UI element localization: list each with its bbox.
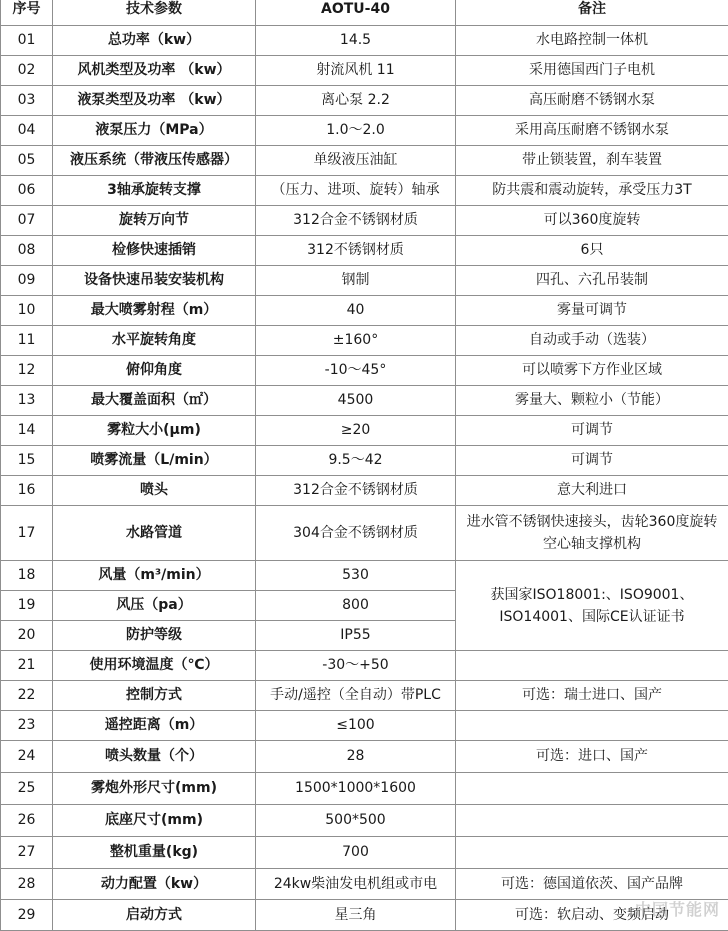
param-value: 离心泵 2.2 xyxy=(256,86,456,116)
param-name: 设备快速吊装安装机构 xyxy=(53,266,256,296)
remark-text: 可以喷雾下方作业区域 xyxy=(456,356,728,386)
row-number: 06 xyxy=(1,176,53,206)
row-number: 27 xyxy=(1,837,53,869)
param-value: 射流风机 11 xyxy=(256,56,456,86)
table-row xyxy=(1,681,728,711)
table-row xyxy=(1,206,728,236)
param-name: 水平旋转角度 xyxy=(53,326,256,356)
header-model: AOTU-40 xyxy=(256,0,456,26)
param-name: 喷头 xyxy=(53,476,256,506)
param-value: 单级液压油缸 xyxy=(256,146,456,176)
row-number: 24 xyxy=(1,741,53,773)
param-name: 俯仰角度 xyxy=(53,356,256,386)
row-number: 22 xyxy=(1,681,53,711)
remark-text: 雾量可调节 xyxy=(456,296,728,326)
table-row xyxy=(1,296,728,326)
param-name: 雾粒大小(μm) xyxy=(53,416,256,446)
param-value: 312合金不锈钢材质 xyxy=(256,206,456,236)
param-value: 4500 xyxy=(256,386,456,416)
param-name: 使用环境温度（℃） xyxy=(53,651,256,681)
param-value: 530 xyxy=(256,561,456,591)
remark-text: 可选：瑞士进口、国产 xyxy=(456,681,728,711)
table-row xyxy=(1,476,728,506)
remark-text: 四孔、六孔吊装制 xyxy=(456,266,728,296)
remark-empty xyxy=(456,773,728,805)
row-number: 23 xyxy=(1,711,53,741)
param-name: 3轴承旋转支撑 xyxy=(53,176,256,206)
param-name: 控制方式 xyxy=(53,681,256,711)
param-value: 700 xyxy=(256,837,456,869)
row-number: 11 xyxy=(1,326,53,356)
param-value: 1.0～2.0 xyxy=(256,116,456,146)
param-name: 动力配置（kw） xyxy=(53,869,256,900)
remark-text: 可选：软启动、变频启动 xyxy=(456,900,728,931)
param-value: 800 xyxy=(256,591,456,621)
param-name: 液泵类型及功率 （kw） xyxy=(53,86,256,116)
param-name: 喷头数量（个） xyxy=(53,741,256,773)
watermark-logo: 中国节能网 xyxy=(635,897,720,920)
remark-text: 高压耐磨不锈钢水泵 xyxy=(456,86,728,116)
table-row xyxy=(1,266,728,296)
table-row xyxy=(1,326,728,356)
param-name: 液泵压力（MPa） xyxy=(53,116,256,146)
remark-empty xyxy=(456,711,728,741)
remark-text: 可选：进口、国产 xyxy=(456,741,728,773)
row-number: 19 xyxy=(1,591,53,621)
param-name: 雾炮外形尺寸(mm) xyxy=(53,773,256,805)
param-name: 遥控距离（m） xyxy=(53,711,256,741)
param-name: 风压（pa） xyxy=(53,591,256,621)
remark-text: 雾量大、颗粒小（节能） xyxy=(456,386,728,416)
header-no: 序号 xyxy=(1,0,53,26)
table-row xyxy=(1,116,728,146)
table-row xyxy=(1,386,728,416)
table-row xyxy=(1,506,728,561)
param-name: 总功率（kw） xyxy=(53,26,256,56)
param-value: （压力、进项、旋转）轴承 xyxy=(256,176,456,206)
row-number: 02 xyxy=(1,56,53,86)
row-number: 03 xyxy=(1,86,53,116)
table-row xyxy=(1,900,728,931)
param-value: 312不锈钢材质 xyxy=(256,236,456,266)
table-row xyxy=(1,146,728,176)
table-row xyxy=(1,416,728,446)
param-value: ±160° xyxy=(256,326,456,356)
param-name: 防护等级 xyxy=(53,621,256,651)
merged-remark-cell: 获国家ISO18001:、ISO9001、ISO14001、国际CE认证证书 xyxy=(456,561,728,651)
param-name: 风量（m³/min） xyxy=(53,561,256,591)
row-number: 08 xyxy=(1,236,53,266)
table-row xyxy=(1,741,728,773)
param-value: -30～+50 xyxy=(256,651,456,681)
remark-text: 水电路控制一体机 xyxy=(456,26,728,56)
row-number: 28 xyxy=(1,869,53,900)
param-value: 1500*1000*1600 xyxy=(256,773,456,805)
param-value: ≥20 xyxy=(256,416,456,446)
spec-table-body xyxy=(1,26,728,931)
param-value: 40 xyxy=(256,296,456,326)
param-value: 500*500 xyxy=(256,805,456,837)
table-row xyxy=(1,236,728,266)
param-name: 喷雾流量（L/min） xyxy=(53,446,256,476)
table-row xyxy=(1,26,728,56)
param-value: 14.5 xyxy=(256,26,456,56)
table-row xyxy=(1,56,728,86)
row-number: 26 xyxy=(1,805,53,837)
param-name: 检修快速插销 xyxy=(53,236,256,266)
row-number: 12 xyxy=(1,356,53,386)
remark-empty xyxy=(456,837,728,869)
table-row xyxy=(1,711,728,741)
table-row xyxy=(1,561,728,591)
row-number: 13 xyxy=(1,386,53,416)
param-value: 312合金不锈钢材质 xyxy=(256,476,456,506)
row-number: 21 xyxy=(1,651,53,681)
param-value: 钢制 xyxy=(256,266,456,296)
row-number: 07 xyxy=(1,206,53,236)
remark-empty xyxy=(456,805,728,837)
param-value: 304合金不锈钢材质 xyxy=(256,506,456,561)
row-number: 29 xyxy=(1,900,53,931)
param-value: 9.5～42 xyxy=(256,446,456,476)
row-number: 18 xyxy=(1,561,53,591)
remark-text: 防共震和震动旋转，承受压力3T xyxy=(456,176,728,206)
table-row xyxy=(1,446,728,476)
table-row xyxy=(1,773,728,805)
row-number: 01 xyxy=(1,26,53,56)
header-param: 技术参数 xyxy=(53,0,256,26)
row-number: 14 xyxy=(1,416,53,446)
param-name: 启动方式 xyxy=(53,900,256,931)
remark-text: 可调节 xyxy=(456,446,728,476)
row-number: 15 xyxy=(1,446,53,476)
param-name: 整机重量(kg) xyxy=(53,837,256,869)
row-number: 20 xyxy=(1,621,53,651)
param-value: 28 xyxy=(256,741,456,773)
row-number: 09 xyxy=(1,266,53,296)
remark-text: 意大利进口 xyxy=(456,476,728,506)
param-name: 液压系统（带液压传感器） xyxy=(53,146,256,176)
remark-text: 可以360度旋转 xyxy=(456,206,728,236)
remark-text: 6只 xyxy=(456,236,728,266)
row-number: 16 xyxy=(1,476,53,506)
table-row xyxy=(1,651,728,681)
param-value: -10～45° xyxy=(256,356,456,386)
row-number: 17 xyxy=(1,506,53,561)
remark-text: 采用德国西门子电机 xyxy=(456,56,728,86)
remark-text: 采用高压耐磨不锈钢水泵 xyxy=(456,116,728,146)
header-remark: 备注 xyxy=(456,0,728,26)
param-name: 水路管道 xyxy=(53,506,256,561)
param-value: 24kw柴油发电机组或市电 xyxy=(256,869,456,900)
param-value: 手动/遥控（全自动）带PLC xyxy=(256,681,456,711)
table-row xyxy=(1,176,728,206)
remark-text: 自动或手动（选装） xyxy=(456,326,728,356)
table-row xyxy=(1,86,728,116)
param-name: 最大覆盖面积（㎡） xyxy=(53,386,256,416)
remark-empty xyxy=(456,651,728,681)
param-name: 底座尺寸(mm) xyxy=(53,805,256,837)
remark-text: 可调节 xyxy=(456,416,728,446)
remark-text: 可选：德国道依茨、国产品牌 xyxy=(456,869,728,900)
param-value: IP55 xyxy=(256,621,456,651)
row-number: 10 xyxy=(1,296,53,326)
row-number: 04 xyxy=(1,116,53,146)
remark-text: 进水管不锈钢快速接头，齿轮360度旋转空心轴支撑机构 xyxy=(456,506,728,561)
param-name: 风机类型及功率 （kw） xyxy=(53,56,256,86)
remark-text: 带止锁装置，刹车装置 xyxy=(456,146,728,176)
param-name: 旋转万向节 xyxy=(53,206,256,236)
table-row xyxy=(1,837,728,869)
row-number: 05 xyxy=(1,146,53,176)
row-number: 25 xyxy=(1,773,53,805)
table-row xyxy=(1,356,728,386)
table-row xyxy=(1,805,728,837)
header-row xyxy=(1,0,728,26)
param-value: ≤100 xyxy=(256,711,456,741)
table-row xyxy=(1,869,728,900)
param-name: 最大喷雾射程（m） xyxy=(53,296,256,326)
param-value: 星三角 xyxy=(256,900,456,931)
